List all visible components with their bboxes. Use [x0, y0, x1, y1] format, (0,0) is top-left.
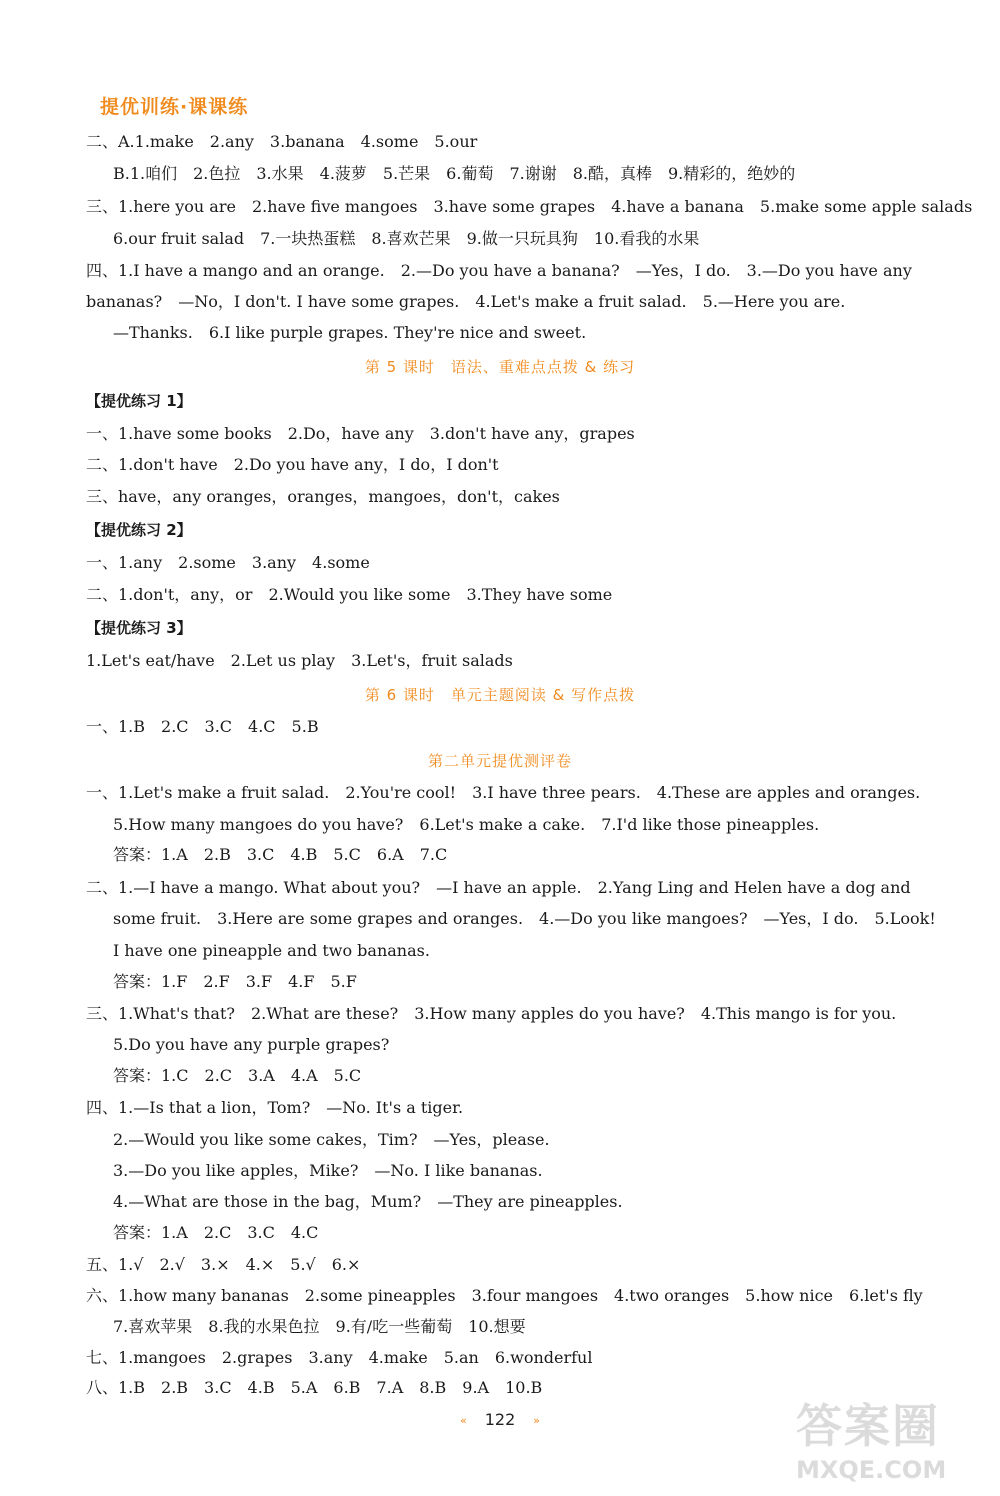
practice-label: 【提优练习 2】 [86, 521, 192, 539]
answer-line: 一、1.any 2.some 3.any 4.some [86, 553, 370, 572]
answer-line: 二、1.—I have a mango. What about you? —I have an apple. 2.Yang Ling and Helen have a dog and [86, 878, 911, 897]
answer-line: 一、1.Let's make a fruit salad. 2.You're cool! 3.I have three pears. 4.These are apples and oranges. [86, 783, 921, 802]
answer-line: I have one pineapple and two bananas. [113, 941, 430, 960]
watermark [796, 1390, 986, 1486]
answer-line: 答案：1.F 2.F 3.F 4.F 5.F [113, 972, 357, 991]
practice-heading [86, 518, 956, 542]
answer-line: bananas? —No，I don't. I have some grapes. 4.Let's make a fruit salad. 5.—Here you are. [86, 292, 846, 311]
answer-line: 八、1.B 2.B 3.C 4.B 5.A 6.B 7.A 8.B 9.A 10.B [86, 1378, 543, 1397]
section-heading: 第 6 课时 单元主题阅读 & 写作点拨 [364, 686, 636, 704]
answer-line: 答案：1.C 2.C 3.A 4.A 5.C [113, 1066, 362, 1085]
answer-line: 二、1.don't have 2.Do you have any，I do，I don't [86, 455, 499, 474]
answer-line: 六、1.how many bananas 2.some pineapples 3.four mangoes 4.two oranges 5.how nice 6.let's fly [86, 1286, 923, 1305]
answer-line: 答案：1.A 2.C 3.C 4.C [113, 1223, 319, 1242]
answer-line: 2.—Would you like some cakes，Tim? —Yes，please. [113, 1130, 550, 1149]
answer-line: 1.Let's eat/have 2.Let us play 3.Let's，fruit salads [86, 651, 513, 670]
answer-line: 7.喜欢苹果 8.我的水果色拉 9.有/吃一些葡萄 10.想要 [113, 1317, 526, 1336]
answer-line: 一、1.have some books 2.Do，have any 3.don't have any，grapes [86, 424, 635, 443]
practice-label: 【提优练习 1】 [86, 392, 192, 410]
answer-line: 四、1.—Is that a lion，Tom? —No. It's a tiger. [86, 1098, 464, 1117]
answer-line: 四、1.I have a mango and an orange. 2.—Do you have a banana? —Yes，I do. 3.—Do you have any [86, 261, 912, 280]
practice-heading [86, 389, 956, 413]
practice-label: 【提优练习 3】 [86, 619, 192, 637]
watermark-logo: 答案圈 [796, 1399, 940, 1453]
answer-line: 5.How many mangoes do you have? 6.Let's make a cake. 7.I'd like those pineapples. [113, 815, 820, 834]
answer-line: 五、1.√ 2.√ 3.× 4.× 5.√ 6.× [86, 1255, 361, 1274]
answer-line: 4.—What are those in the bag，Mum? —They are pineapples. [113, 1192, 623, 1211]
right-arrow-icon: » [533, 1414, 540, 1427]
answer-line: B.1.咱们 2.色拉 3.水果 4.菠萝 5.芒果 6.葡萄 7.谢谢 8.酷，真棒 9.精彩的，绝妙的 [113, 164, 796, 183]
left-arrow-icon: « [459, 1414, 467, 1427]
section-heading: 第二单元提优测评卷 [427, 752, 572, 770]
answer-line: —Thanks. 6.I like purple grapes. They're nice and sweet. [113, 323, 587, 342]
answer-line: 二、A.1.make 2.any 3.banana 4.some 5.our [86, 132, 478, 151]
answer-line: 三、1.here you are 2.have five mangoes 3.have some grapes 4.have a banana 5.make some apple salads [86, 197, 973, 216]
answer-line: 答案：1.A 2.B 3.C 4.B 5.C 6.A 7.C [113, 845, 448, 864]
answer-line: some fruit. 3.Here are some grapes and oranges. 4.—Do you like mangoes? —Yes，I do. 5.Look! [113, 909, 936, 928]
answer-line: 6.our fruit salad 7.一块热蛋糕 8.喜欢芒果 9.做一只玩具狗 10.看我的水果 [113, 229, 700, 248]
answer-line: 5.Do you have any purple grapes? [113, 1035, 390, 1054]
section-heading: 第 5 课时 语法、重难点点拨 & 练习 [364, 358, 636, 376]
answer-line: 二、1.don't，any，or 2.Would you like some 3.They have some [86, 585, 613, 604]
answer-line: 一、1.B 2.C 3.C 4.C 5.B [86, 717, 319, 736]
watermark-url: MXQE.COM [796, 1456, 947, 1484]
answer-line: 三、have，any oranges，oranges，mangoes，don't，cakes [86, 487, 560, 506]
page-number: 122 [484, 1410, 516, 1429]
banner-title: 提优训练·课课练 [100, 96, 249, 118]
answer-line: 三、1.What's that? 2.What are these? 3.How many apples do you have? 4.This mango is for you. [86, 1004, 897, 1023]
practice-heading [86, 616, 956, 640]
answer-line: 七、1.mangoes 2.grapes 3.any 4.make 5.an 6.wonderful [86, 1348, 593, 1367]
answer-line: 3.—Do you like apples，Mike? —No. I like bananas. [113, 1161, 543, 1180]
